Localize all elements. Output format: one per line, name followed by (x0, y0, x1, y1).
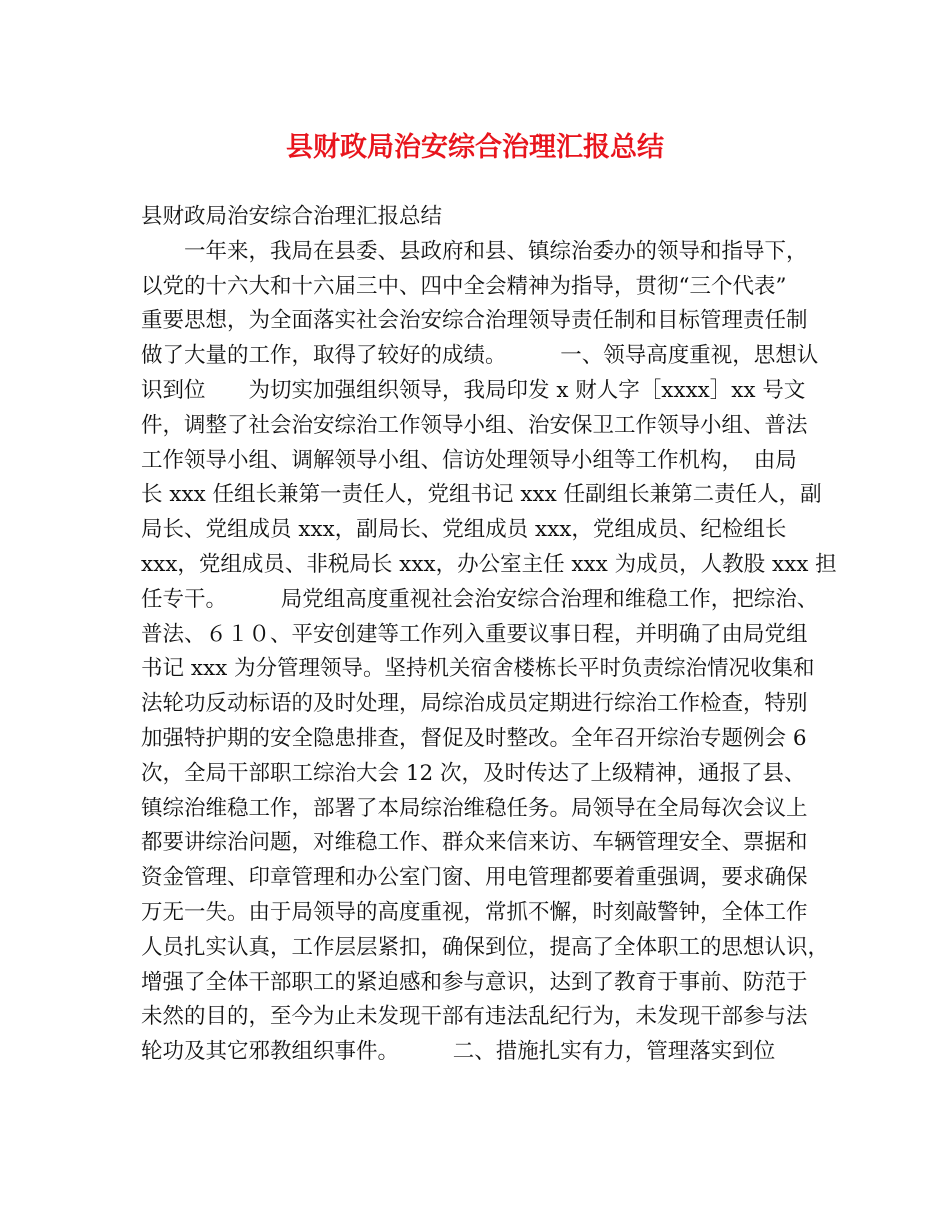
body-line: 万无一失。由于局领导的高度重视，常抓不懈，时刻敲警钟，全体工作 (141, 899, 808, 925)
body-line: 做了大量的工作，取得了较好的成绩。 一、领导高度重视，思想认 (141, 343, 819, 369)
body-line: 人员扎实认真，工作层层紧扣，确保到位，提高了全体职工的思想认识， (141, 934, 830, 960)
body-line: 局长、党组成员 xxx，副局长、党组成员 xxx，党组成员、纪检组长 (141, 517, 787, 543)
body-line: 都要讲综治问题，对维稳工作、群众来信来访、车辆管理安全、票据和 (141, 830, 808, 856)
body-line: 工作领导小组、调解领导小组、信访处理领导小组等工作机构， 由局 (141, 447, 797, 473)
body-line: 长 xxx 任组长兼第一责任人，党组书记 xxx 任副组长兼第二责任人，副 (141, 482, 822, 508)
body-line: 加强特护期的安全隐患排查，督促及时整改。全年召开综治专题例会 6 (141, 725, 807, 751)
body-line: 任专干。 局党组高度重视社会治安综合治理和维稳工作，把综治、 (141, 586, 819, 612)
body-line: 法轮功反动标语的及时处理，局综治成员定期进行综治工作检查，特别 (141, 691, 808, 717)
body-line: 次，全局干部职工综治大会 12 次，及时传达了上级精神，通报了县、 (141, 760, 806, 786)
body-line: 轮功及其它邪教组织事件。 二、措施扎实有力，管理落实到位 (141, 1039, 776, 1065)
body-line: 未然的目的，至今为止未发现干部有违法乱纪行为，未发现干部参与法 (141, 1004, 808, 1030)
body-line: 普法、６１０、平安创建等工作列入重要议事日程，并明确了由局党组 (141, 621, 808, 647)
body-line: 增强了全体干部职工的紧迫感和参与意识，达到了教育于事前、防范于 (141, 969, 808, 995)
body-line: 镇综治维稳工作，部署了本局综治维稳任务。局领导在全局每次会议上 (141, 795, 808, 821)
body-line: 书记 xxx 为分管理领导。坚持机关宿舍楼栋长平时负责综治情况收集和 (141, 656, 815, 682)
document-title: 县财政局治安综合治理汇报总结 (286, 132, 664, 163)
body-line: 重要思想，为全面落实社会治安综合治理领导责任制和目标管理责任制 (141, 308, 808, 334)
body-line: 县财政局治安综合治理汇报总结 (141, 204, 443, 229)
body-line: xxx，党组成员、非税局长 xxx，办公室主任 xxx 为成员，人教股 xxx 担 (141, 551, 837, 577)
body-line: 一年来，我局在县委、县政府和县、镇综治委办的领导和指导下， (141, 238, 808, 264)
body-line: 识到位 为切实加强组织领导，我局印发 x 财人字［xxxx］xx 号文 (141, 377, 806, 403)
body-line: 件，调整了社会治安综治工作领导小组、治安保卫工作领导小组、普法 (141, 412, 808, 438)
body-line: 资金管理、印章管理和办公室门窗、用电管理都要着重强调，要求确保 (141, 865, 808, 891)
body-line: 以党的十六大和十六届三中、四中全会精神为指导，贯彻“三个代表” (141, 273, 787, 299)
document-body (141, 200, 837, 1070)
